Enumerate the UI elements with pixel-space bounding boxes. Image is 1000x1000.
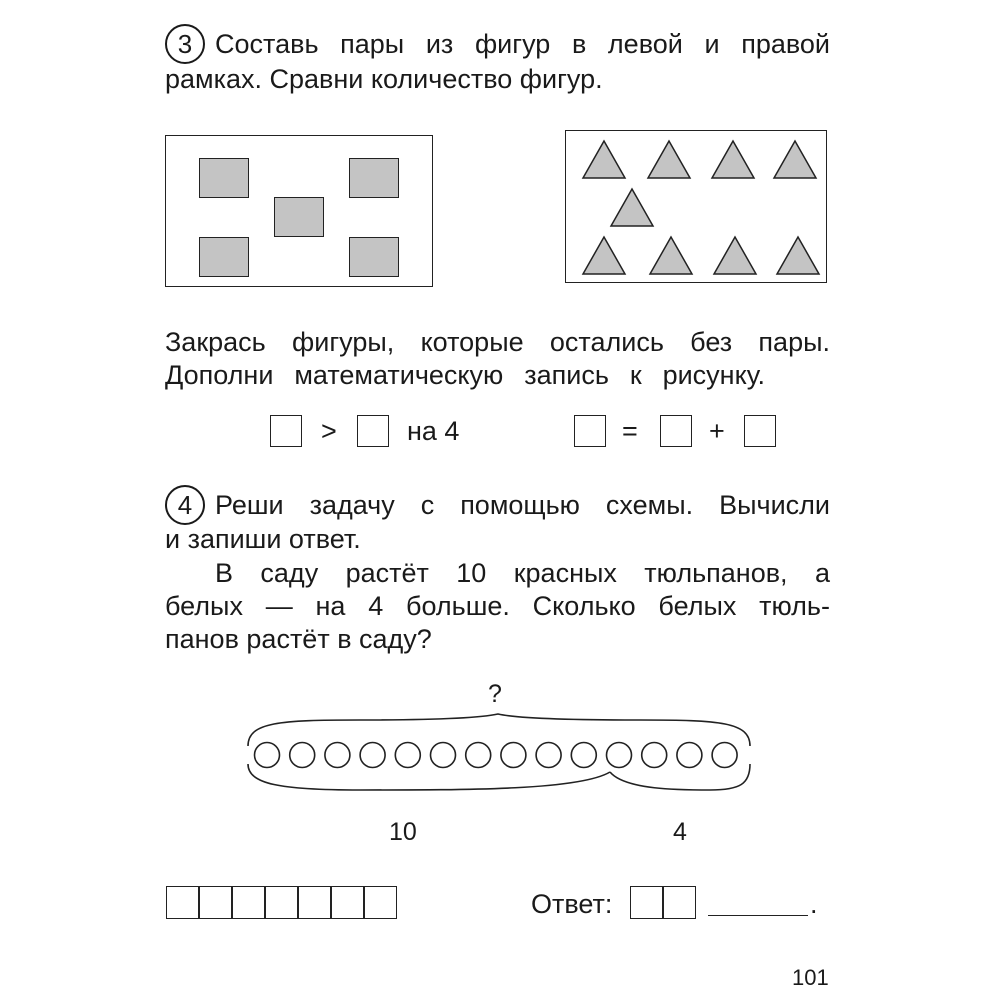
scheme-circle[interactable] xyxy=(360,743,385,768)
plus-sign: + xyxy=(709,416,725,446)
scheme-circle[interactable] xyxy=(255,743,280,768)
triangle-icon[interactable] xyxy=(714,237,756,274)
triangle-icon[interactable] xyxy=(611,189,653,226)
left-frame xyxy=(165,135,433,287)
calc-cell[interactable] xyxy=(232,886,265,919)
scheme-circles xyxy=(255,743,738,768)
task4-line1: Реши задачу с помощью схемы. Вычисли xyxy=(215,490,830,520)
answer-box[interactable] xyxy=(357,415,389,447)
task3-instruction2: Дополни математическую запись к рисунку. xyxy=(165,360,765,390)
triangle-icon[interactable] xyxy=(583,237,625,274)
triangle-icon[interactable] xyxy=(712,141,754,178)
answer-cell[interactable] xyxy=(663,886,696,919)
answer-box[interactable] xyxy=(744,415,776,447)
calc-cell[interactable] xyxy=(166,886,199,919)
scheme-circle[interactable] xyxy=(290,743,315,768)
scheme-diagram xyxy=(240,710,760,810)
equals-sign: = xyxy=(622,416,638,446)
calc-cell[interactable] xyxy=(364,886,397,919)
scheme-circle[interactable] xyxy=(571,743,596,768)
square-icon[interactable] xyxy=(274,197,324,237)
scheme-circle[interactable] xyxy=(642,743,667,768)
scheme-label-4: 4 xyxy=(673,818,687,846)
problem-line3: панов растёт в саду? xyxy=(165,624,432,654)
scheme-circle[interactable] xyxy=(536,743,561,768)
scheme-circle[interactable] xyxy=(466,743,491,768)
answer-box[interactable] xyxy=(270,415,302,447)
difference-label: на 4 xyxy=(407,416,460,446)
task3-line2: рамках. Сравни количество фигур. xyxy=(165,64,603,94)
answer-label: Ответ: xyxy=(531,889,613,919)
answer-box[interactable] xyxy=(660,415,692,447)
calc-cell[interactable] xyxy=(331,886,364,919)
task3-instruction1: Закрась фигуры, которые остались без пары. xyxy=(165,327,830,357)
scheme-top-brace xyxy=(248,714,750,746)
greater-sign: > xyxy=(321,416,337,446)
task3-line1: Составь пары из фигур в левой и правой xyxy=(215,29,830,59)
problem-line2: белых — на 4 больше. Сколько белых тюль- xyxy=(165,591,830,621)
calc-cell[interactable] xyxy=(199,886,232,919)
scheme-circle[interactable] xyxy=(431,743,456,768)
answer-period: . xyxy=(810,889,818,919)
answer-cell[interactable] xyxy=(630,886,663,919)
scheme-question-mark: ? xyxy=(488,680,502,708)
triangles-canvas xyxy=(566,131,828,284)
problem-line1: В саду растёт 10 красных тюльпанов, а xyxy=(215,558,830,588)
scheme-circle[interactable] xyxy=(607,743,632,768)
square-icon[interactable] xyxy=(199,237,249,277)
triangle-icon[interactable] xyxy=(777,237,819,274)
triangle-icon[interactable] xyxy=(650,237,692,274)
answer-box[interactable] xyxy=(574,415,606,447)
scheme-label-10: 10 xyxy=(389,818,417,846)
scheme-circle[interactable] xyxy=(677,743,702,768)
calc-cell[interactable] xyxy=(265,886,298,919)
task-number-3: 3 xyxy=(165,24,205,64)
answer-line[interactable] xyxy=(708,915,808,916)
triangle-icon[interactable] xyxy=(774,141,816,178)
scheme-circle[interactable] xyxy=(325,743,350,768)
right-frame xyxy=(565,130,827,283)
page-number: 101 xyxy=(792,965,829,990)
scheme-circle[interactable] xyxy=(501,743,526,768)
scheme-brace-4 xyxy=(610,764,750,790)
calc-cell[interactable] xyxy=(298,886,331,919)
task-number-4: 4 xyxy=(165,485,205,525)
triangle-icon[interactable] xyxy=(648,141,690,178)
triangle-icon[interactable] xyxy=(583,141,625,178)
scheme-circle[interactable] xyxy=(712,743,737,768)
scheme-circle[interactable] xyxy=(395,743,420,768)
square-icon[interactable] xyxy=(349,158,399,198)
task4-line2: и запиши ответ. xyxy=(165,524,361,554)
square-icon[interactable] xyxy=(349,237,399,277)
square-icon[interactable] xyxy=(199,158,249,198)
